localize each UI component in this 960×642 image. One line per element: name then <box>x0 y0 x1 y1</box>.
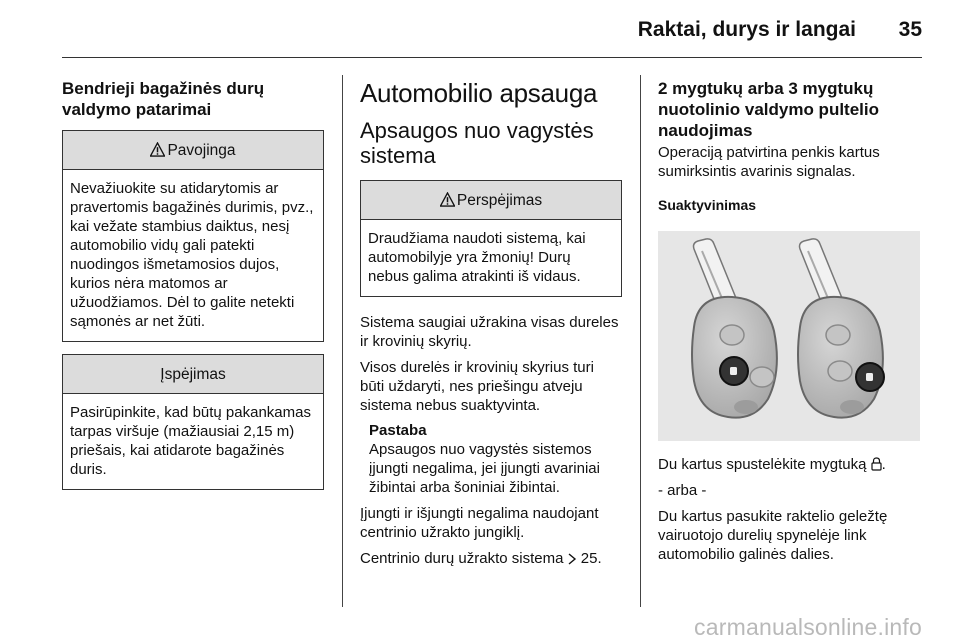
caution-box-text: Pasirūpinkite, kad būtų pakankamas tarpas viršuje (mažiausiai 2,15 m) priešais, kai atidarote bagažinės duris. <box>70 404 311 478</box>
caution-box-title: Įspėjimas <box>160 366 226 383</box>
column-right <box>658 78 920 564</box>
instruction-text: Du kartus spustelėkite mygtuką <box>658 456 867 473</box>
intro-text: Operaciją patvirtina penkis kartus sumirksintis avarinis signalas. <box>658 144 880 180</box>
note-title: Pastaba <box>369 422 427 439</box>
caution-box <box>62 354 324 490</box>
remote-keys-image <box>658 231 920 441</box>
instruction-end: . <box>881 456 886 473</box>
paragraph: Įjungti ir išjungti negalima naudojant centrinio užrakto jungiklį. <box>360 505 599 541</box>
reference-link[interactable]: 25. <box>580 550 602 567</box>
note <box>360 421 622 497</box>
page-number: 35 <box>898 18 922 41</box>
warning-triangle-icon <box>150 142 165 157</box>
paragraph: Visos durelės ir krovinių skyrius turi būti uždaryti, nes priešingu atveju sistema nebus suaktyvinta. <box>360 359 594 414</box>
danger-box-header <box>63 131 323 170</box>
column-separator-2 <box>640 75 641 607</box>
remote-key-illustration <box>658 231 920 441</box>
activation-label: Suaktyvinimas <box>658 197 757 213</box>
warning-box <box>360 180 622 297</box>
watermark: carmanualsonline.info <box>694 614 922 640</box>
key-fob-left <box>692 297 777 418</box>
warning-box-header <box>361 181 621 220</box>
warning-box-title: Perspėjimas <box>456 192 543 209</box>
header-rule <box>62 57 922 58</box>
lock-icon <box>871 457 882 471</box>
header-title: Raktai, durys ir langai <box>637 18 856 41</box>
section-title: Apsaugos nuo vagystės sistema <box>360 118 594 168</box>
paragraph-with-reference <box>360 549 622 568</box>
column-left <box>62 78 324 490</box>
danger-box-title: Pavojinga <box>167 142 236 159</box>
instruction-turn-key: Du kartus pasukite raktelio geležtę vairuotojo durelių spynelėje link automobilio galinės dalies. <box>658 508 888 563</box>
remote-heading: 2 mygtukų arba 3 mygtukų nuotolinio valdymo pultelio naudojimas <box>658 79 879 140</box>
page-reference-arrow-icon <box>568 553 577 565</box>
caution-box-header <box>63 355 323 394</box>
note-text: Apsaugos nuo vagystės sistemos įjungti negalima, jei įjungti avariniai žibintai arba šoniniai žibintai. <box>369 441 600 496</box>
or-separator: - arba - <box>658 482 707 499</box>
danger-box-text: Nevažiuokite su atidarytomis ar pravertomis bagažinės durimis, pvz., kai vežate stambius daiktus, nesį automobilio vidų gali patekti nuodingos išmetamosios dujos, kurios nėra matomos ar užuodžiamos. Dėl to galite netekti sąmonės ar net žūti. <box>70 180 314 330</box>
chapter-title: Automobilio apsauga <box>360 78 598 108</box>
tailgate-heading: Bendrieji bagažinės durų valdymo patarimai <box>62 79 265 119</box>
column-separator-1 <box>342 75 343 607</box>
danger-box <box>62 130 324 342</box>
paragraph: Sistema saugiai užrakina visas dureles ir krovinių skyrių. <box>360 314 619 350</box>
reference-text: Centrinio durų užrakto sistema <box>360 550 564 567</box>
key-fob-right <box>798 297 884 418</box>
column-middle <box>360 78 622 568</box>
instruction-press-button <box>658 455 920 474</box>
warning-box-text: Draudžiama naudoti sistemą, kai automobilyje yra žmonių! Durų nebus galima atrakinti iš vidaus. <box>368 230 586 285</box>
warning-triangle-icon <box>440 192 455 207</box>
